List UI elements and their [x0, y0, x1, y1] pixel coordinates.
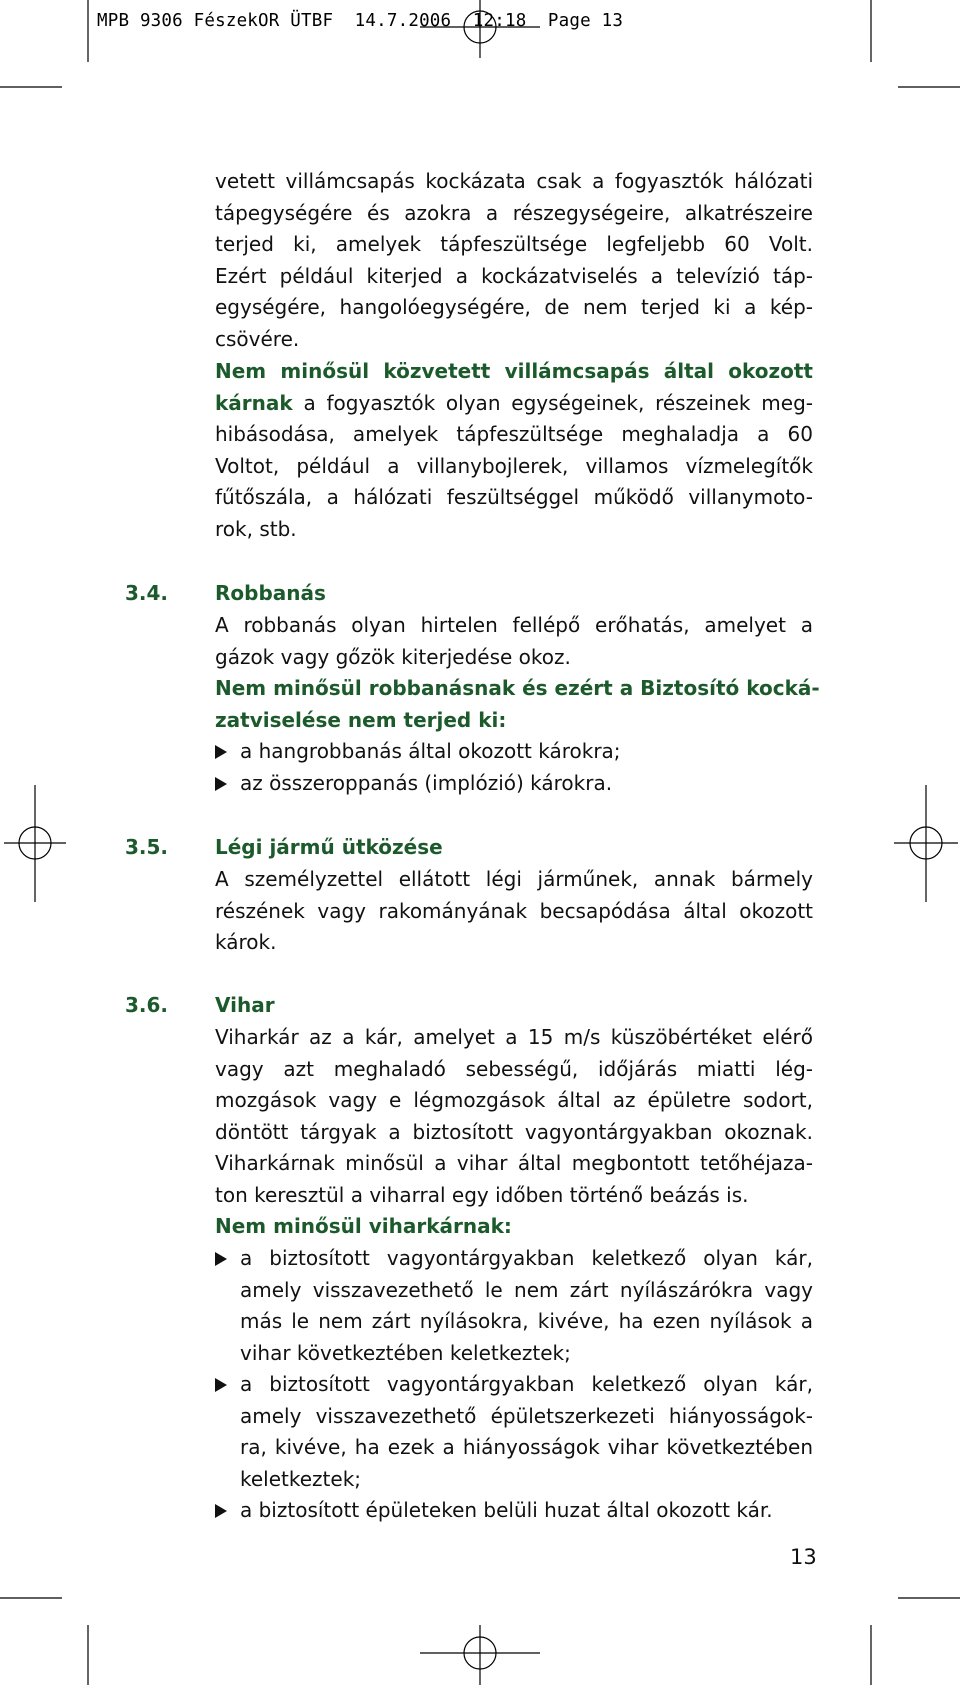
list-item: a biztosított vagyontárgyakban keletkező olyan kár, amely visszavezethető le nem zárt nyílászárókra vagy más le nem zárt nyílásokra, kivéve, ha ezen nyílások a vihar következtében keletkeztek;	[215, 1243, 813, 1369]
list-item: a biztosított vagyontárgyakban keletkező olyan kár, amely visszavezethető épületszerkezeti hiányosságok- ra, kivéve, ha ezek a hiányosságok vihar következtében keletkeztek;	[215, 1369, 813, 1495]
list-item: a hangrobbanás által okozott károkra;	[215, 736, 813, 768]
triangle-bullet-icon	[215, 1252, 227, 1266]
lightning-exclusion-paragraph: Nem minősül közvetett villámcsapás által okozott kárnak a fogyasztók olyan egységeinek, részeinek meg- hibásodása, amelyek tápfeszültsége meghaladja a 60 Voltot, például a villanybojlerek, villamos vízmelegítők fűtőszála, a hálózati feszültséggel működő villanymoto- rok, stb.	[215, 359, 813, 541]
triangle-bullet-icon	[215, 777, 227, 791]
section-title-legi-jarmu: Légi jármű ütközése	[215, 835, 443, 859]
page-number: 13	[790, 1545, 817, 1569]
triangle-bullet-icon	[215, 1378, 227, 1392]
section-number-3-6: 3.6.	[125, 993, 169, 1017]
robbanas-exclusion-list	[215, 736, 813, 799]
list-item: a biztosított épületeken belüli huzat által okozott kár.	[215, 1495, 813, 1527]
vihar-definition: Viharkár az a kár, amelyet a 15 m/s küszöbértéket elérő vagy azt meghaladó sebességű, időjárás miatti lég- mozgások vagy e légmozgások által az épületre sodort, döntött tárgyak a biztosított vagyontárgyakban okoznak. Viharkárnak minősül a vihar által megbontott tetőhéjaza- ton keresztül a viharral egy időben történő beázás is.	[215, 1025, 813, 1207]
section-title-robbanas: Robbanás	[215, 581, 326, 605]
legi-jarmu-definition: A személyzettel ellátott légi járműnek, annak bármely részének vagy rakományának becsapódása által okozott károk.	[215, 867, 813, 954]
triangle-bullet-icon	[215, 1504, 227, 1518]
intro-paragraph: vetett villámcsapás kockázata csak a fogyasztók hálózati tápegységére és azokra a részegységeire, alkatrészeire terjed ki, amelyek tápfeszültsége legfeljebb 60 Volt. Ezért például kiterjed a kockázatviselés a televízió táp- egységére, hangolóegységére, de nem terjed ki a kép- csövére.	[215, 169, 813, 351]
robbanas-definition: A robbanás olyan hirtelen fellépő erőhatás, amelyet a gázok vagy gőzök kiterjedése okoz.	[215, 613, 813, 669]
triangle-bullet-icon	[215, 745, 227, 759]
print-slug: MPB 9306 FészekOR ÜTBF 14.7.2006 12:18 Page 13	[97, 11, 624, 31]
section-number-3-5: 3.5.	[125, 835, 169, 859]
section-title-vihar: Vihar	[215, 993, 275, 1017]
list-item: az összeroppanás (implózió) károkra.	[215, 768, 813, 800]
vihar-exclusion-heading: Nem minősül viharkárnak:	[215, 1214, 512, 1238]
vihar-exclusion-list	[215, 1243, 813, 1527]
section-number-3-4: 3.4.	[125, 581, 169, 605]
robbanas-exclusion: Nem minősül robbanásnak és ezért a Biztosító kocká- zatviselése nem terjed ki:	[215, 676, 820, 732]
